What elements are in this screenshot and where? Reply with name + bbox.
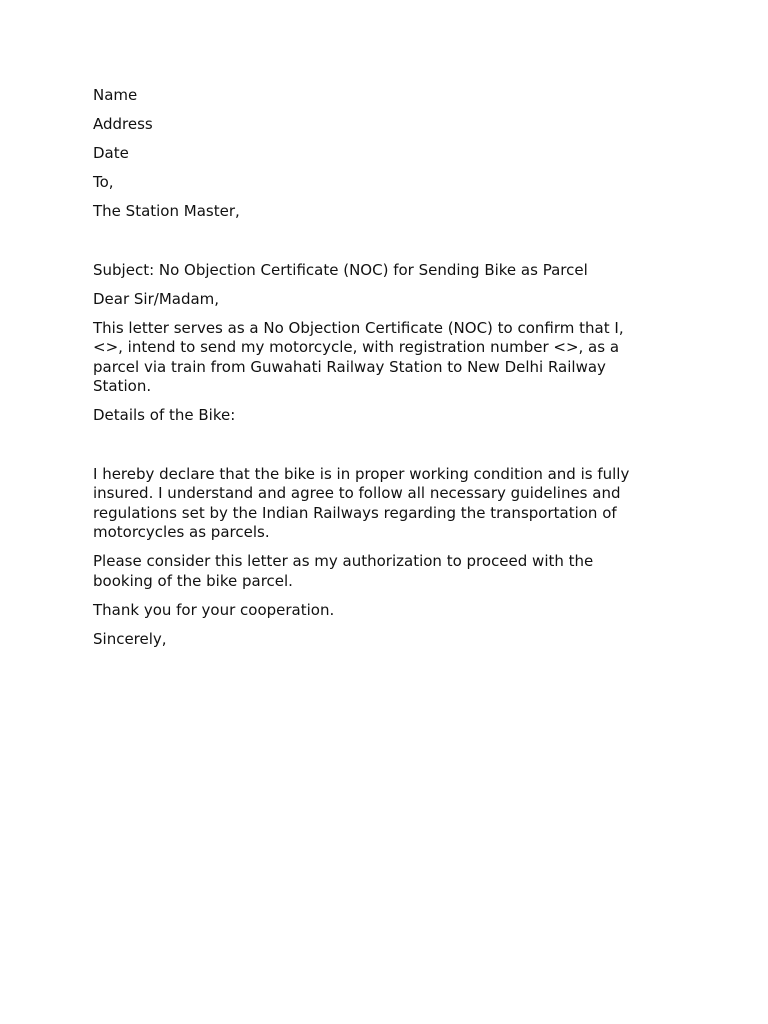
salutation: Dear Sir/Madam, xyxy=(93,289,220,308)
sender-address: Address xyxy=(93,115,153,133)
recipient: The Station Master, xyxy=(93,202,240,220)
paragraph-authorization: Please consider this letter as my authorization to proceed with the booking of the bike parcel. xyxy=(93,552,599,590)
paragraph-declaration: I hereby declare that the bike is in proper working condition and is fully insured. I understand and agree to follow all necessary guidelines and regulations set by the Indian Railways regarding the transportation of motorcycles as parcels. xyxy=(93,464,635,541)
thanks-line: Thank you for your cooperation. xyxy=(93,600,335,619)
subject-line: Subject: No Objection Certificate (NOC) for Sending Bike as Parcel xyxy=(93,260,588,279)
details-heading: Details of the Bike: xyxy=(93,406,236,424)
letter-date: Date xyxy=(93,144,129,162)
blank-line xyxy=(93,435,653,465)
blank-line xyxy=(93,231,653,261)
sender-name: Name xyxy=(93,86,138,104)
paragraph-noc: This letter serves as a No Objection Certificate (NOC) to confirm that I, <>, intend to send my motorcycle, with registration number <>, as a parcel via train from Guwahati Railway Station to New Delhi Railway Station. xyxy=(93,318,629,395)
letter-body xyxy=(93,86,653,659)
closing: Sincerely, xyxy=(93,629,167,648)
to-label: To, xyxy=(93,173,114,191)
